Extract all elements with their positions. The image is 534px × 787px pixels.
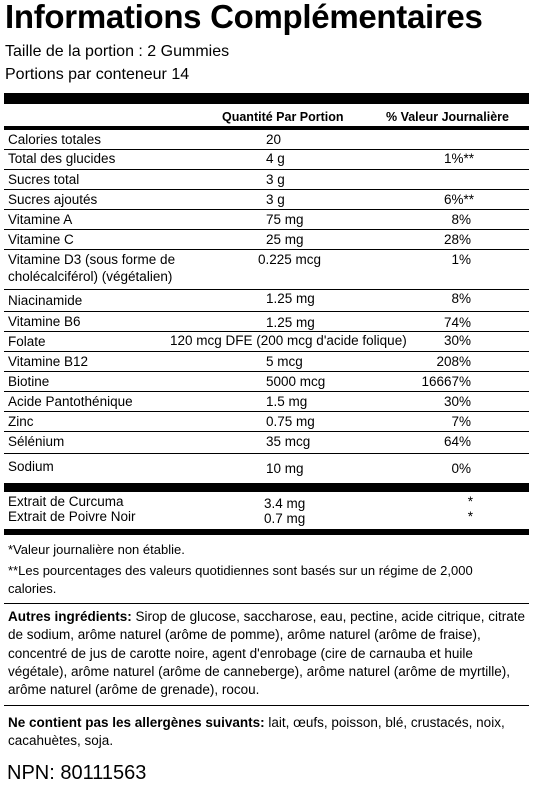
nutrient-name: Folate <box>8 334 46 349</box>
nutrient-row <box>4 170 529 190</box>
nutrient-row <box>4 432 529 454</box>
nutrient-dv: 8% <box>451 212 471 227</box>
nutrient-dv: 8% <box>451 291 471 306</box>
nutrient-amount: 10 mg <box>266 461 304 476</box>
nutrient-row <box>4 352 529 372</box>
serving-size: Taille de la portion : 2 Gummies <box>5 43 230 60</box>
nutrient-amount: 0.225 mcg <box>258 252 322 267</box>
nutrient-amount: 20 <box>266 132 282 147</box>
nutrient-row <box>4 190 529 210</box>
extract-amount: 0.7 mg <box>264 511 306 526</box>
nutrient-dv: 64% <box>443 434 471 449</box>
nutrient-amount: 0.75 mg <box>266 414 315 429</box>
nutrient-row <box>4 150 529 170</box>
nutrient-amount: 4 g <box>266 151 285 166</box>
nutrient-name: Niacinamide <box>8 293 83 308</box>
nutrient-amount: 5 mcg <box>266 354 303 369</box>
nutrient-name: Total des glucides <box>8 151 116 166</box>
nutrient-amount: 1.25 mg <box>266 291 315 306</box>
other-ingredients-label: Autres ingrédients: <box>8 609 132 624</box>
thick-divider-lower <box>4 529 529 535</box>
nutrient-name: Biotine <box>8 374 50 389</box>
other-ingredients <box>8 608 528 699</box>
thick-divider-top <box>4 93 529 104</box>
nutrient-row <box>4 372 529 392</box>
nutrient-row <box>4 250 529 290</box>
panel-title: Informations Complémentaires <box>5 0 483 35</box>
nutrient-dv: 6%** <box>443 192 474 207</box>
nutrient-amount: 35 mcg <box>266 434 311 449</box>
nutrient-dv: 30% <box>443 394 471 409</box>
nutrient-name: Sucres total <box>8 172 80 187</box>
nutrient-name: Sodium <box>8 459 54 474</box>
nutrient-amount: 3 g <box>266 172 285 187</box>
nutrient-amount: 1.5 mg <box>266 394 308 409</box>
nutrient-dv: 16667% <box>421 374 471 389</box>
nutrient-name: Vitamine C <box>8 232 74 247</box>
allergen-label: Ne contient pas les allergènes suivants: <box>8 715 265 730</box>
nutrient-row <box>4 392 529 412</box>
nutrient-row <box>4 290 529 312</box>
footnote-not-established: *Valeur journalière non établie. <box>8 542 185 557</box>
divider-thin <box>4 705 529 706</box>
nutrient-name: Vitamine B12 <box>8 354 89 369</box>
allergen-statement <box>8 714 513 751</box>
divider-thin <box>4 603 529 604</box>
nutrient-name: Vitamine D3 (sous forme de <box>8 252 176 267</box>
nutrient-row <box>4 312 529 332</box>
nutrient-name-continued: cholécalciférol) (végétalien) <box>8 269 173 284</box>
nutrient-row <box>4 230 529 250</box>
servings-per-container: Portions par conteneur 14 <box>5 66 190 83</box>
extract-name: Extrait de Curcuma <box>8 494 124 509</box>
allergen-text: lait, œufs, poisson, blé, crustacés, noix, cacahuètes, soja. <box>8 715 505 749</box>
extract-name: Extrait de Poivre Noir <box>8 509 136 524</box>
npn-number: NPN: 80111563 <box>7 762 147 784</box>
nutrient-row <box>4 130 529 150</box>
thick-divider-middle <box>4 483 529 492</box>
nutrient-name: Sucres ajoutés <box>8 192 98 207</box>
nutrient-amount: 1.25 mg <box>266 315 315 330</box>
nutrient-name: Vitamine A <box>8 212 73 227</box>
footnote-daily-values: **Les pourcentages des valeurs quotidiennes sont basés sur un régime de 2,000 calories. <box>8 563 473 596</box>
header-amount: Quantité Par Portion <box>222 110 344 124</box>
nutrient-row <box>4 454 529 484</box>
nutrient-dv: 208% <box>436 354 471 369</box>
nutrient-dv: 1% <box>451 252 471 267</box>
nutrient-row <box>4 412 529 432</box>
nutrient-name: Vitamine B6 <box>8 314 81 329</box>
other-ingredients-text: Sirop de glucose, saccharose, eau, pectine, acide citrique, citrate de sodium, arôme naturel (arôme de pomme), arôme naturel (arôme de fraise), concentré de jus de carotte noire, agent d'enrobage (cire de carnauba et huile végétale), arôme naturel (arôme de canneberge), arôme naturel (arôme de myrtille), arôme naturel (arôme de grenade), rocou. <box>8 609 526 698</box>
nutrient-dv: 74% <box>443 315 471 330</box>
nutrient-amount: 120 mcg DFE (200 mcg d'acide folique) <box>170 333 407 348</box>
nutrient-amount: 5000 mcg <box>266 374 326 389</box>
nutrient-dv: 1%** <box>443 151 474 166</box>
extract-dv: * <box>467 494 473 509</box>
extracts-block <box>4 493 529 525</box>
nutrient-row <box>4 210 529 230</box>
extract-amount: 3.4 mg <box>264 496 306 511</box>
nutrient-amount: 25 mg <box>266 232 304 247</box>
nutrient-name: Sélénium <box>8 434 65 449</box>
nutrient-name: Calories totales <box>8 132 102 147</box>
header-daily-value: % Valeur Journalière <box>386 110 509 124</box>
nutrient-amount: 3 g <box>266 192 285 207</box>
nutrient-amount: 75 mg <box>266 212 304 227</box>
nutrient-dv: 28% <box>443 232 471 247</box>
nutrient-row <box>4 332 529 352</box>
nutrient-dv: 30% <box>443 333 471 348</box>
nutrient-name: Zinc <box>8 414 34 429</box>
nutrient-name: Acide Pantothénique <box>8 394 133 409</box>
nutrient-dv: 0% <box>451 461 471 476</box>
extract-dv: * <box>467 509 473 524</box>
nutrient-dv: 7% <box>451 414 471 429</box>
